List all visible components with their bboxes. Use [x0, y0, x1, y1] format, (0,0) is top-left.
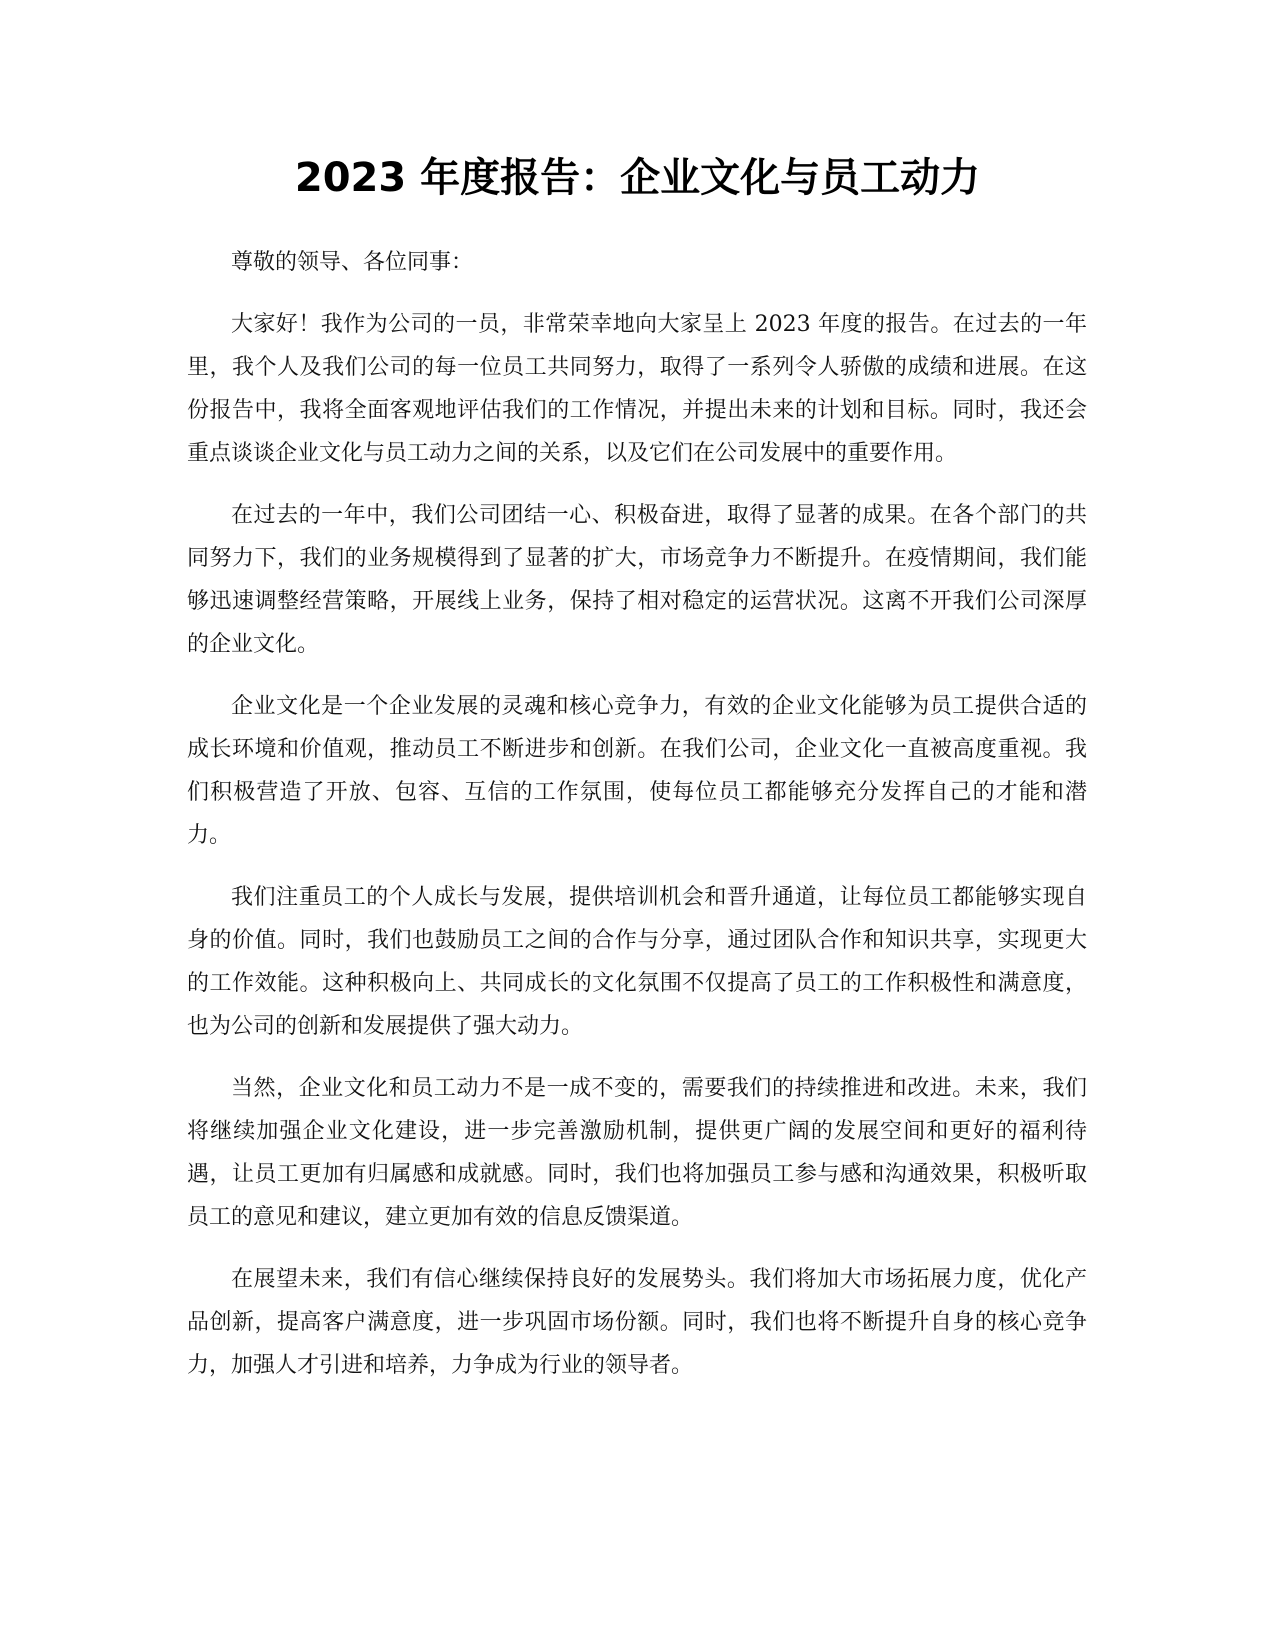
- document-title: 2023 年度报告：企业文化与员工动力: [294, 155, 981, 201]
- paragraph-6: 在展望未来，我们有信心继续保持良好的发展势头。我们将加大市场拓展力度，优化产品创新，提高客户满意度，进一步巩固市场份额。同时，我们也将不断提升自身的核心竞争力，加强人才引进和培养，力争成为行业的领导者。: [187, 1267, 1087, 1378]
- paragraph-1: 大家好！我作为公司的一员，非常荣幸地向大家呈上 2023 年度的报告。在过去的一年里，我个人及我们公司的每一位员工共同努力，取得了一系列令人骄傲的成绩和进展。在这份报告中，我将全面客观地评估我们的工作情况，并提出未来的计划和目标。同时，我还会重点谈谈企业文化与员工动力之间的关系，以及它们在公司发展中的重要作用。: [187, 312, 1087, 466]
- paragraph-3: 企业文化是一个企业发展的灵魂和核心竞争力，有效的企业文化能够为员工提供合适的成长环境和价值观，推动员工不断进步和创新。在我们公司，企业文化一直被高度重视。我们积极营造了开放、包容、互信的工作氛围，使每位员工都能够充分发挥自己的才能和潜力。: [187, 694, 1087, 848]
- paragraph-4: 我们注重员工的个人成长与发展，提供培训机会和晋升通道，让每位员工都能够实现自身的价值。同时，我们也鼓励员工之间的合作与分享，通过团队合作和知识共享，实现更大的工作效能。这种积极向上、共同成长的文化氛围不仅提高了员工的工作积极性和满意度，也为公司的创新和发展提供了强大动力。: [187, 885, 1087, 1039]
- paragraph-2: 在过去的一年中，我们公司团结一心、积极奋进，取得了显著的成果。在各个部门的共同努力下，我们的业务规模得到了显著的扩大，市场竞争力不断提升。在疫情期间，我们能够迅速调整经营策略，开展线上业务，保持了相对稳定的运营状况。这离不开我们公司深厚的企业文化。: [187, 503, 1087, 657]
- paragraph-5: 当然，企业文化和员工动力不是一成不变的，需要我们的持续推进和改进。未来，我们将继续加强企业文化建设，进一步完善激励机制，提供更广阔的发展空间和更好的福利待遇，让员工更加有归属感和成就感。同时，我们也将加强员工参与感和沟通效果，积极听取员工的意见和建议，建立更加有效的信息反馈渠道。: [187, 1076, 1087, 1230]
- document-body: [187, 241, 1087, 1406]
- salutation: 尊敬的领导、各位同事：: [231, 250, 474, 275]
